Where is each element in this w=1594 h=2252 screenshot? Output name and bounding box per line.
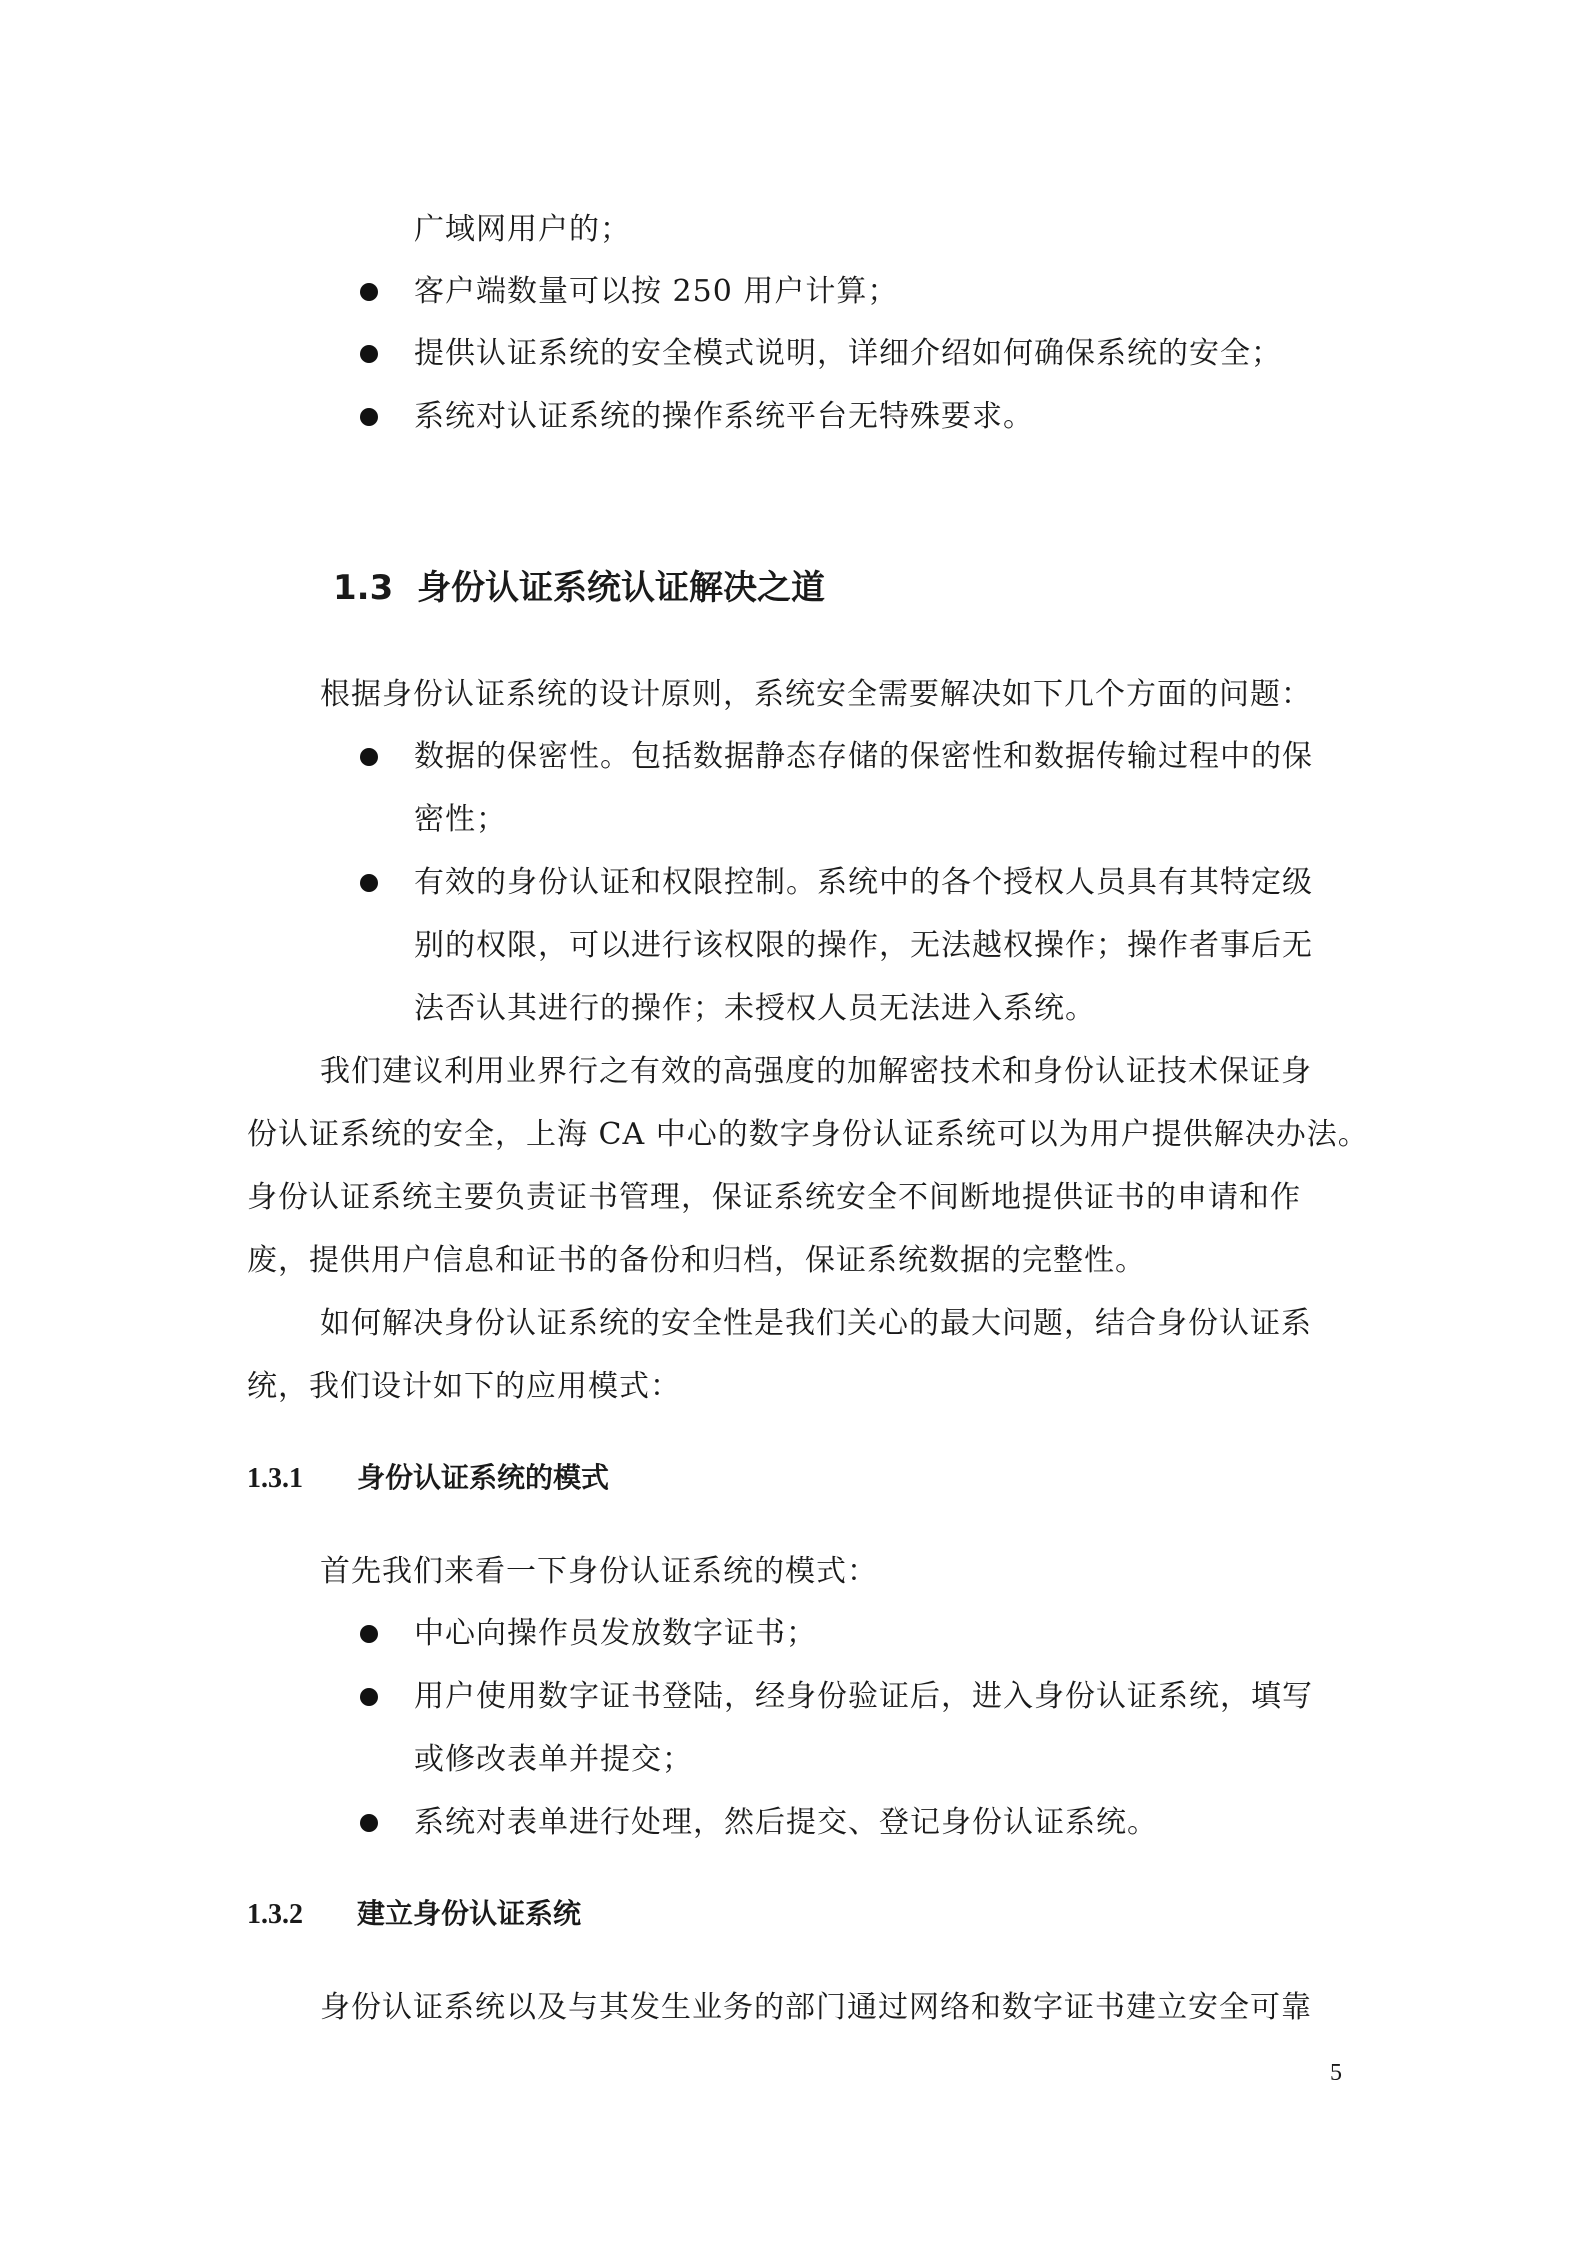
body-paragraph-line: 身份认证系统以及与其发生业务的部门通过网络和数字证书建立安全可靠	[320, 1990, 1312, 2025]
list-item-line: 中心向操作员发放数字证书；	[414, 1616, 817, 1651]
section-number: 1.3.2	[247, 1899, 303, 1930]
body-paragraph-line: 统，我们设计如下的应用模式：	[247, 1369, 681, 1404]
list-item-line: 系统对表单进行处理，然后提交、登记身份认证系统。	[414, 1805, 1158, 1840]
list-item-line: 密性；	[414, 802, 507, 837]
bullet-dot-icon	[360, 345, 378, 363]
bullet-dot-icon	[360, 408, 378, 426]
bullet-dot-icon	[360, 748, 378, 766]
list-item-line: 或修改表单并提交；	[414, 1742, 693, 1777]
list-item-line: 别的权限，可以进行该权限的操作，无法越权操作；操作者事后无	[414, 928, 1313, 963]
list-continuation-text: 广域网用户的；	[414, 212, 631, 247]
section-number: 1.3.1	[247, 1463, 303, 1494]
section-intro-paragraph: 根据身份认证系统的设计原则，系统安全需要解决如下几个方面的问题：	[320, 677, 1312, 712]
section-heading-1-3	[333, 566, 825, 610]
section-intro-paragraph: 首先我们来看一下身份认证系统的模式：	[320, 1554, 878, 1589]
page-number: 5	[1330, 2060, 1342, 2086]
list-item-line: 法否认其进行的操作；未授权人员无法进入系统。	[414, 991, 1096, 1026]
body-paragraph-line: 身份认证系统主要负责证书管理，保证系统安全不间断地提供证书的申请和作	[247, 1180, 1301, 1215]
section-heading-1-3-2	[247, 1894, 581, 1935]
body-paragraph-line: 份认证系统的安全，上海 CA 中心的数字身份认证系统可以为用户提供解决办法。	[247, 1117, 1369, 1152]
list-item-line: 用户使用数字证书登陆，经身份验证后，进入身份认证系统，填写	[414, 1679, 1313, 1714]
bullet-dot-icon	[360, 283, 378, 301]
body-paragraph-line: 废，提供用户信息和证书的备份和归档，保证系统数据的完整性。	[247, 1243, 1146, 1278]
list-item-line: 数据的保密性。包括数据静态存储的保密性和数据传输过程中的保	[414, 739, 1313, 774]
section-title: 建立身份认证系统	[357, 1897, 582, 1930]
section-title: 身份认证系统认证解决之道	[417, 568, 825, 608]
body-paragraph-line: 如何解决身份认证系统的安全性是我们关心的最大问题，结合身份认证系	[320, 1306, 1312, 1341]
bullet-dot-icon	[360, 1625, 378, 1643]
section-heading-1-3-1	[247, 1458, 609, 1499]
bullet-dot-icon	[360, 874, 378, 892]
body-paragraph-line: 我们建议利用业界行之有效的高强度的加解密技术和身份认证技术保证身	[320, 1054, 1312, 1089]
bullet-dot-icon	[360, 1814, 378, 1832]
list-item: 提供认证系统的安全模式说明，详细介绍如何确保系统的安全；	[414, 336, 1282, 371]
list-item-line: 有效的身份认证和权限控制。系统中的各个授权人员具有其特定级	[414, 865, 1313, 900]
list-item: 客户端数量可以按 250 用户计算；	[414, 274, 899, 309]
bullet-dot-icon	[360, 1688, 378, 1706]
section-number: 1.3	[333, 568, 394, 608]
section-title: 身份认证系统的模式	[357, 1461, 610, 1494]
list-item: 系统对认证系统的操作系统平台无特殊要求。	[414, 399, 1034, 434]
